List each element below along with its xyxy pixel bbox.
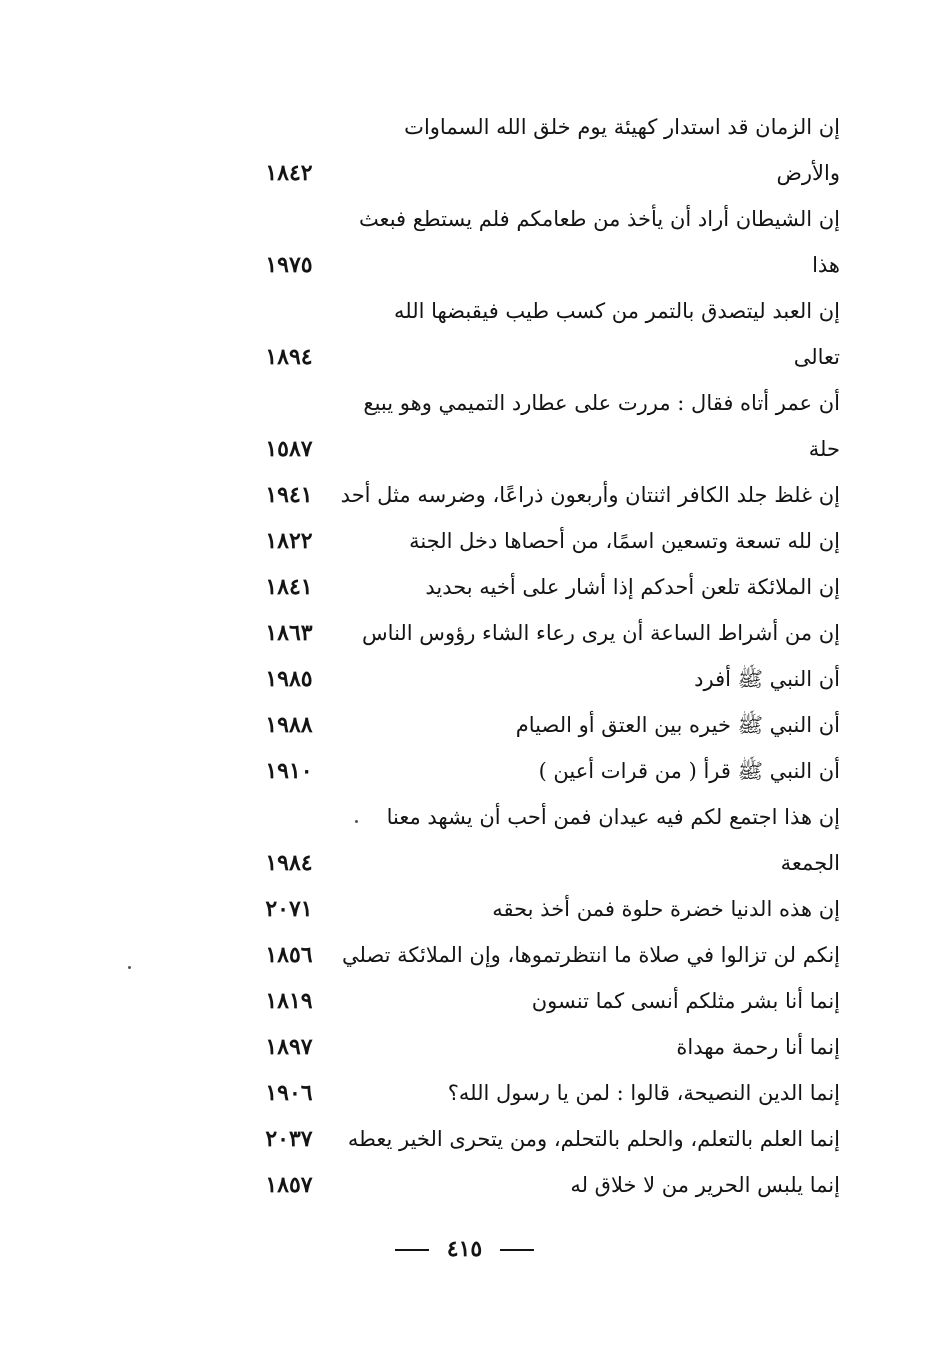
hadith-text: أن عمر أتاه فقال : مررت على عطارد التميمي وهو يبيع [363, 391, 840, 415]
hadith-text: تعالى [793, 345, 840, 369]
reference-number: ١٨١٩ [265, 988, 313, 1014]
footer-dash-left [395, 1249, 429, 1251]
index-entry [240, 104, 840, 150]
reference-number: ١٩٨٥ [265, 666, 313, 692]
hadith-text: أن النبي ﷺ خيره بين العتق أو الصيام [515, 713, 840, 737]
reference-number: ١٩١٠ [265, 758, 313, 784]
hadith-text: إن العبد ليتصدق بالتمر من كسب طيب فيقبضها الله [393, 299, 840, 323]
index-entry [240, 380, 840, 426]
index-entry [240, 334, 840, 380]
hadith-text: إن الملائكة تلعن أحدكم إذا أشار على أخيه بحديد [425, 575, 840, 599]
reference-number: ١٥٨٧ [265, 436, 313, 462]
hadith-text: إن غلظ جلد الكافر اثنتان وأربعون ذراعًا، وضرسه مثل أحد [340, 483, 840, 507]
page-number: ٤١٥ [446, 1236, 483, 1262]
hadith-text: إنما يلبس الحرير من لا خلاق له [570, 1173, 840, 1197]
index-entry [240, 150, 840, 196]
reference-number: ٢٠٣٧ [265, 1126, 313, 1152]
reference-number: ١٩٧٥ [265, 252, 313, 278]
hadith-text: إنكم لن تزالوا في صلاة ما انتظرتموها، وإن الملائكة تصلي [341, 943, 840, 967]
reference-number: ١٩٨٤ [265, 850, 313, 876]
reference-number: ١٨٩٧ [265, 1034, 313, 1060]
reference-number: ٢٠٧١ [265, 896, 313, 922]
reference-number: ١٨٩٤ [265, 344, 313, 370]
reference-number: ١٨٥٧ [265, 1172, 313, 1198]
index-entry [240, 1024, 840, 1070]
hadith-text: إنما أنا بشر مثلكم أنسى كما تنسون [531, 989, 840, 1013]
hadith-text: والأرض [776, 161, 840, 185]
index-entry [240, 794, 840, 840]
page-footer [0, 1236, 929, 1262]
hadith-text: إنما العلم بالتعلم، والحلم بالتحلم، ومن يتحرى الخير يعطه [347, 1127, 840, 1151]
reference-number: ١٩٨٨ [265, 712, 313, 738]
hadith-text: إنما أنا رحمة مهداة [676, 1035, 840, 1059]
reference-number: ١٩٤١ [265, 482, 313, 508]
footer-dash-right [500, 1249, 534, 1251]
index-entry [240, 242, 840, 288]
index-entry [240, 840, 840, 886]
index-entry [240, 288, 840, 334]
reference-number: ١٨٤٢ [265, 160, 313, 186]
index-entry [240, 1070, 840, 1116]
hadith-text: هذا [812, 253, 840, 277]
index-entry [240, 748, 840, 794]
reference-number: ١٨٤١ [265, 574, 313, 600]
reference-number: ١٩٠٦ [265, 1080, 313, 1106]
hadith-text: أن النبي ﷺ أفرد [694, 667, 840, 691]
reference-number: ١٨٦٣ [265, 620, 313, 646]
hadith-index-list [240, 104, 840, 1208]
index-entry [240, 196, 840, 242]
index-entry [240, 886, 840, 932]
hadith-text: الجمعة [780, 851, 840, 875]
hadith-text: حلة [808, 437, 840, 461]
hadith-text: إن من أشراط الساعة أن يرى رعاء الشاء رؤوس الناس [362, 621, 840, 645]
index-entry [240, 1162, 840, 1208]
index-entry [240, 932, 840, 978]
index-entry [240, 564, 840, 610]
index-entry [240, 702, 840, 748]
index-entry [240, 656, 840, 702]
hadith-text: إنما الدين النصيحة، قالوا : لمن يا رسول الله؟ [447, 1081, 840, 1105]
hadith-text: إن هذه الدنيا خضرة حلوة فمن أخذ بحقه [492, 897, 840, 921]
hadith-text: إن هذا اجتمع لكم فيه عيدان فمن أحب أن يشهد معنا [386, 805, 840, 829]
hadith-text: إن الزمان قد استدار كهيئة يوم خلق الله السماوات [404, 115, 840, 139]
reference-number: ١٨٥٦ [265, 942, 313, 968]
index-entry [240, 426, 840, 472]
index-entry [240, 978, 840, 1024]
hadith-text: إن لله تسعة وتسعين اسمًا، من أحصاها دخل الجنة [409, 529, 840, 553]
scan-speck [355, 820, 358, 823]
hadith-text: إن الشيطان أراد أن يأخذ من طعامكم فلم يستطع فبعث [358, 207, 840, 231]
reference-number: ١٨٢٢ [265, 528, 313, 554]
hadith-text: أن النبي ﷺ قرأ ( من قرات أعين ) [538, 759, 840, 783]
index-entry [240, 1116, 840, 1162]
scan-speck [128, 966, 131, 969]
index-entry [240, 610, 840, 656]
index-entry [240, 518, 840, 564]
index-entry [240, 472, 840, 518]
